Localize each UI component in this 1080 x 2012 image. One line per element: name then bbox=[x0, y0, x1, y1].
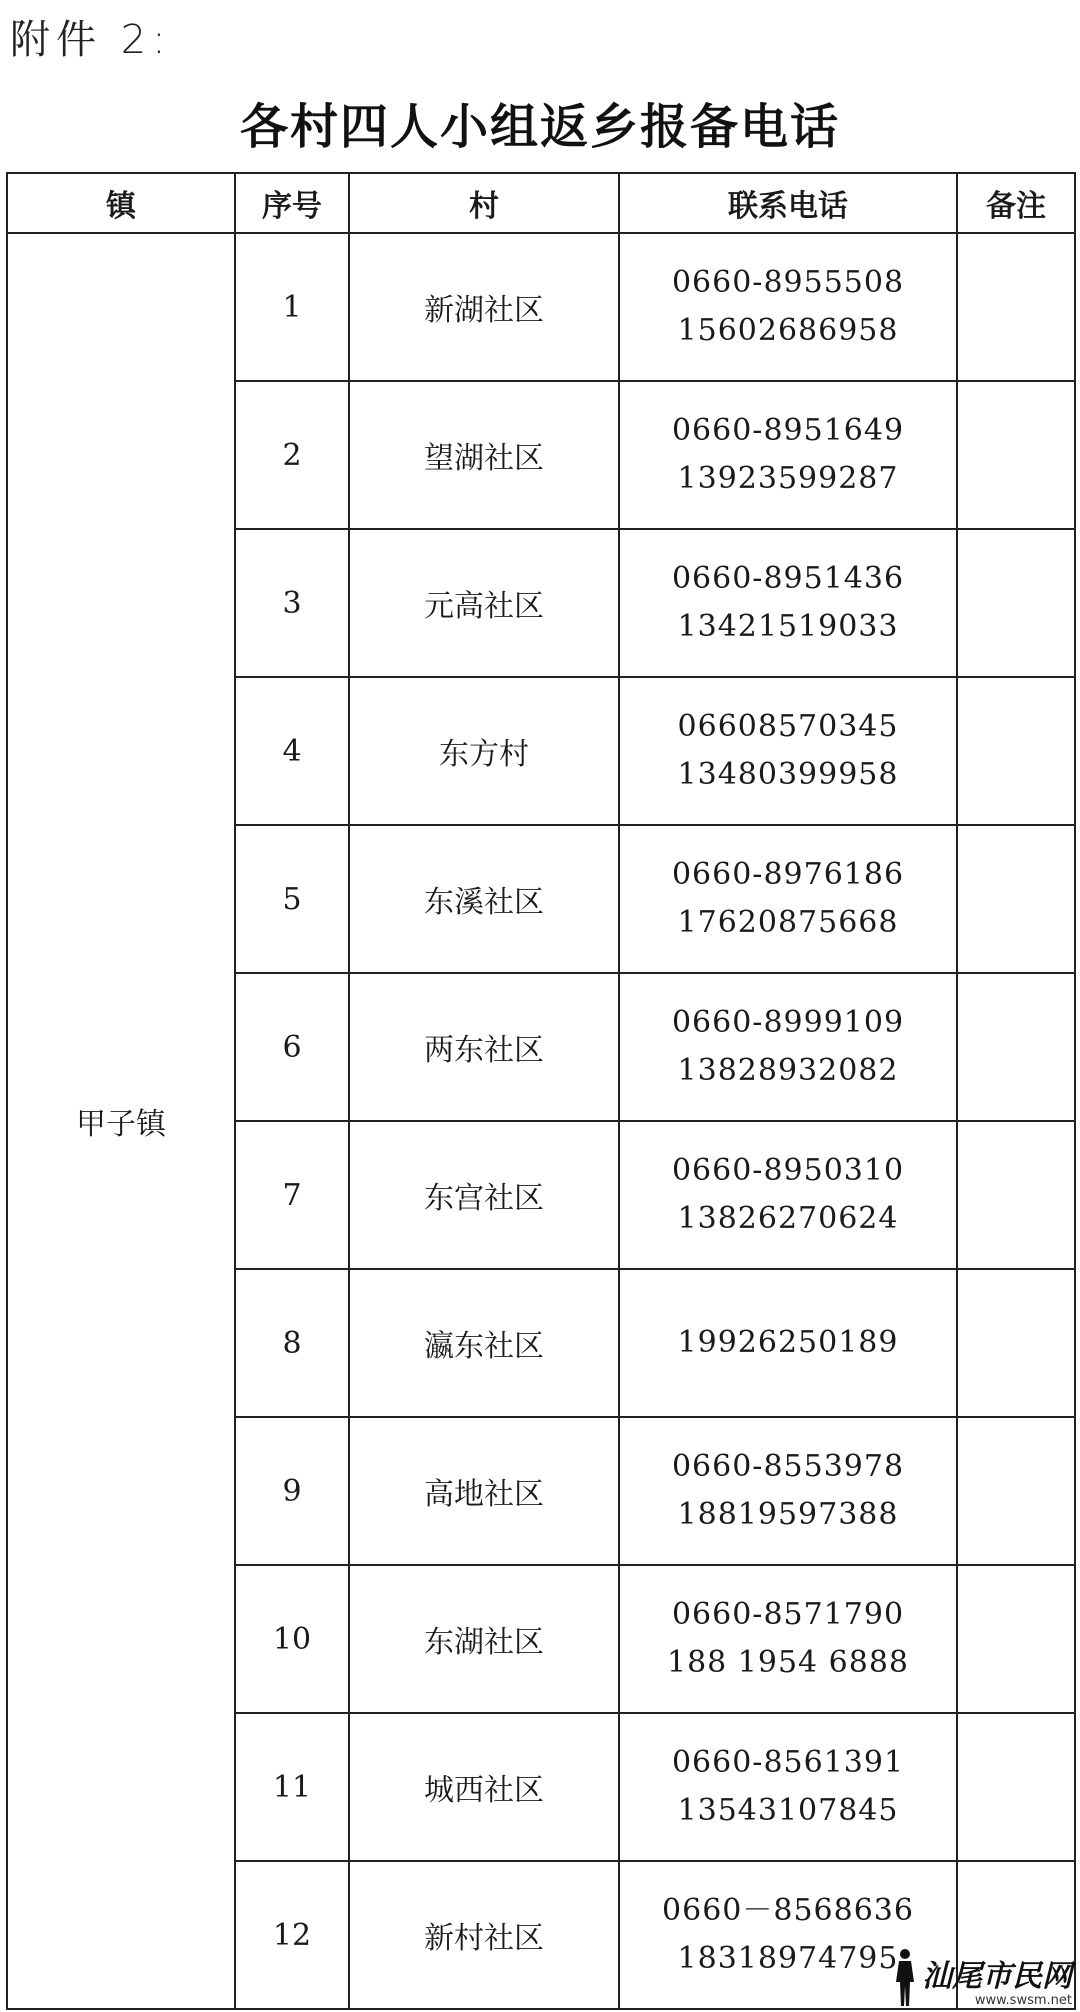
phone-number: 19926250189 bbox=[677, 1325, 899, 1360]
village-cell: 东方村 bbox=[349, 677, 619, 825]
note-cell bbox=[957, 825, 1075, 973]
phone-number: 13828932082 bbox=[677, 1053, 899, 1088]
village-cell: 东湖社区 bbox=[349, 1565, 619, 1713]
watermark-url: www.swsm.net bbox=[974, 1993, 1072, 2008]
phone-cell bbox=[619, 973, 957, 1121]
row-number-cell: 8 bbox=[235, 1269, 349, 1417]
village-cell: 新村社区 bbox=[349, 1861, 619, 2009]
header-village: 村 bbox=[349, 173, 619, 233]
site-watermark bbox=[892, 1948, 1072, 2008]
phone-number: 0660-8951649 bbox=[671, 413, 905, 448]
phone-number: 0660－8568636 bbox=[662, 1893, 914, 1928]
village-cell: 望湖社区 bbox=[349, 381, 619, 529]
note-cell bbox=[957, 973, 1075, 1121]
row-number-cell: 2 bbox=[235, 381, 349, 529]
phone-number: 13421519033 bbox=[677, 609, 899, 644]
table-row bbox=[7, 233, 1075, 381]
row-number-cell: 9 bbox=[235, 1417, 349, 1565]
note-cell bbox=[957, 1713, 1075, 1861]
phone-number: 0660-8571790 bbox=[671, 1597, 905, 1632]
row-number-cell: 5 bbox=[235, 825, 349, 973]
watermark-site-name: 汕尾市民网 bbox=[922, 1959, 1072, 1994]
note-cell bbox=[957, 677, 1075, 825]
table-header-row bbox=[7, 173, 1075, 233]
phone-number: 15602686958 bbox=[677, 313, 899, 348]
phone-number: 13543107845 bbox=[677, 1793, 899, 1828]
phone-number: 0660-8561391 bbox=[671, 1745, 905, 1780]
phone-cell bbox=[619, 1417, 957, 1565]
row-number-cell: 11 bbox=[235, 1713, 349, 1861]
attachment-label: 附件 2: bbox=[10, 17, 172, 63]
header-note: 备注 bbox=[957, 173, 1075, 233]
header-phone: 联系电话 bbox=[619, 173, 957, 233]
phone-number: 0660-8951436 bbox=[671, 561, 905, 596]
document-title: 各村四人小组返乡报备电话 bbox=[239, 99, 840, 155]
village-cell: 元高社区 bbox=[349, 529, 619, 677]
village-cell: 新湖社区 bbox=[349, 233, 619, 381]
village-cell: 东宫社区 bbox=[349, 1121, 619, 1269]
phone-number: 18318974795 bbox=[677, 1941, 899, 1976]
phone-cell bbox=[619, 677, 957, 825]
village-cell: 高地社区 bbox=[349, 1417, 619, 1565]
phone-number: 13923599287 bbox=[677, 461, 899, 496]
phone-number: 18819597388 bbox=[677, 1497, 899, 1532]
village-cell: 东溪社区 bbox=[349, 825, 619, 973]
phone-number: 0660-8553978 bbox=[671, 1449, 905, 1484]
table-body bbox=[7, 233, 1075, 2009]
phone-number: 188 1954 6888 bbox=[666, 1645, 910, 1680]
phone-cell bbox=[619, 233, 957, 381]
village-cell: 城西社区 bbox=[349, 1713, 619, 1861]
phone-number: 17620875668 bbox=[677, 905, 899, 940]
phone-cell bbox=[619, 1121, 957, 1269]
note-cell bbox=[957, 1417, 1075, 1565]
phone-cell bbox=[619, 1565, 957, 1713]
phone-cell bbox=[619, 1269, 957, 1417]
header-number: 序号 bbox=[235, 173, 349, 233]
village-cell: 瀛东社区 bbox=[349, 1269, 619, 1417]
phone-number: 0660-8976186 bbox=[671, 857, 905, 892]
note-cell bbox=[957, 1269, 1075, 1417]
row-number-cell: 4 bbox=[235, 677, 349, 825]
row-number-cell: 1 bbox=[235, 233, 349, 381]
row-number-cell: 12 bbox=[235, 1861, 349, 2009]
phone-number: 0660-8955508 bbox=[671, 265, 905, 300]
row-number-cell: 6 bbox=[235, 973, 349, 1121]
note-cell bbox=[957, 529, 1075, 677]
phone-cell bbox=[619, 825, 957, 973]
row-number-cell: 3 bbox=[235, 529, 349, 677]
phone-cell bbox=[619, 529, 957, 677]
village-cell: 两东社区 bbox=[349, 973, 619, 1121]
note-cell bbox=[957, 381, 1075, 529]
town-cell: 甲子镇 bbox=[7, 233, 235, 2009]
phone-number: 13480399958 bbox=[677, 757, 899, 792]
phone-cell bbox=[619, 1713, 957, 1861]
contact-table bbox=[6, 172, 1076, 2010]
note-cell bbox=[957, 1565, 1075, 1713]
header-town: 镇 bbox=[7, 173, 235, 233]
phone-cell bbox=[619, 381, 957, 529]
phone-number: 0660-8950310 bbox=[671, 1153, 905, 1188]
row-number-cell: 7 bbox=[235, 1121, 349, 1269]
phone-number: 0660-8999109 bbox=[671, 1005, 905, 1040]
note-cell bbox=[957, 233, 1075, 381]
phone-number: 06608570345 bbox=[677, 709, 899, 744]
row-number-cell: 10 bbox=[235, 1565, 349, 1713]
figure-silhouette-icon bbox=[892, 1948, 918, 2008]
note-cell bbox=[957, 1121, 1075, 1269]
phone-number: 13826270624 bbox=[677, 1201, 899, 1236]
